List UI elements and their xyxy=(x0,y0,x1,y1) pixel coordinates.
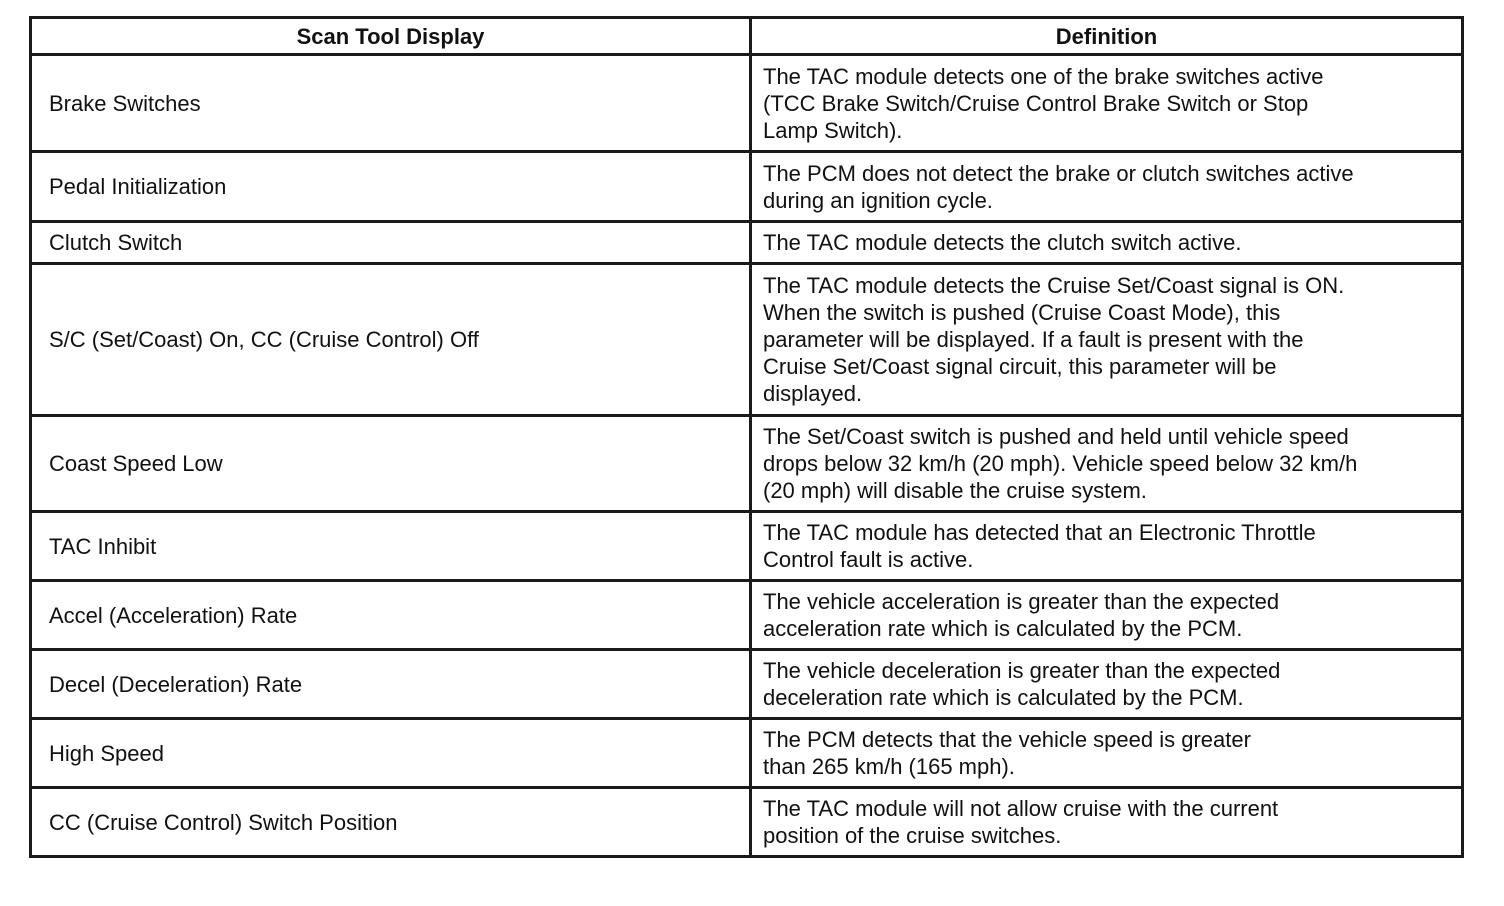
table-row xyxy=(31,512,1463,581)
definition-cell: The TAC module will not allow cruise with the current position of the cruise switches. xyxy=(751,788,1463,857)
table-row xyxy=(31,719,1463,788)
table-row xyxy=(31,581,1463,650)
definition-cell: The TAC module detects the Cruise Set/Coast signal is ON. When the switch is pushed (Cruise Coast Mode), this parameter will be displayed. If a fault is present with the Cruise Set/Coast signal circuit, this parameter will be displayed. xyxy=(751,264,1463,416)
scan-tool-display-cell: High Speed xyxy=(31,719,751,788)
table-row xyxy=(31,416,1463,512)
definition-cell: The TAC module has detected that an Electronic Throttle Control fault is active. xyxy=(751,512,1463,581)
definition-cell: The TAC module detects one of the brake switches active (TCC Brake Switch/Cruise Control Brake Switch or Stop Lamp Switch). xyxy=(751,55,1463,152)
scan-tool-display-cell: Coast Speed Low xyxy=(31,416,751,512)
scan-tool-display-cell: Pedal Initialization xyxy=(31,152,751,222)
table-row xyxy=(31,650,1463,719)
scan-tool-display-cell: Clutch Switch xyxy=(31,222,751,264)
table-row xyxy=(31,788,1463,857)
table-row xyxy=(31,55,1463,152)
scan-tool-display-cell: S/C (Set/Coast) On, CC (Cruise Control) Off xyxy=(31,264,751,416)
definition-cell: The PCM detects that the vehicle speed is greater than 265 km/h (165 mph). xyxy=(751,719,1463,788)
definition-cell: The PCM does not detect the brake or clutch switches active during an ignition cycle. xyxy=(751,152,1463,222)
definition-cell: The vehicle deceleration is greater than the expected deceleration rate which is calculated by the PCM. xyxy=(751,650,1463,719)
definition-cell: The vehicle acceleration is greater than the expected acceleration rate which is calculated by the PCM. xyxy=(751,581,1463,650)
definition-cell: The Set/Coast switch is pushed and held until vehicle speed drops below 32 km/h (20 mph). Vehicle speed below 32 km/h (20 mph) will disable the cruise system. xyxy=(751,416,1463,512)
table-header-row xyxy=(31,18,1463,55)
table-row xyxy=(31,222,1463,264)
scan-tool-display-cell: TAC Inhibit xyxy=(31,512,751,581)
scan-tool-display-cell: Decel (Deceleration) Rate xyxy=(31,650,751,719)
definition-cell: The TAC module detects the clutch switch active. xyxy=(751,222,1463,264)
scan-tool-display-cell: Brake Switches xyxy=(31,55,751,152)
header-definition: Definition xyxy=(751,18,1463,55)
table-row xyxy=(31,152,1463,222)
header-scan-tool-display: Scan Tool Display xyxy=(31,18,751,55)
scan-tool-display-cell: CC (Cruise Control) Switch Position xyxy=(31,788,751,857)
table-row xyxy=(31,264,1463,416)
scan-tool-display-cell: Accel (Acceleration) Rate xyxy=(31,581,751,650)
scan-tool-table xyxy=(29,16,1464,858)
